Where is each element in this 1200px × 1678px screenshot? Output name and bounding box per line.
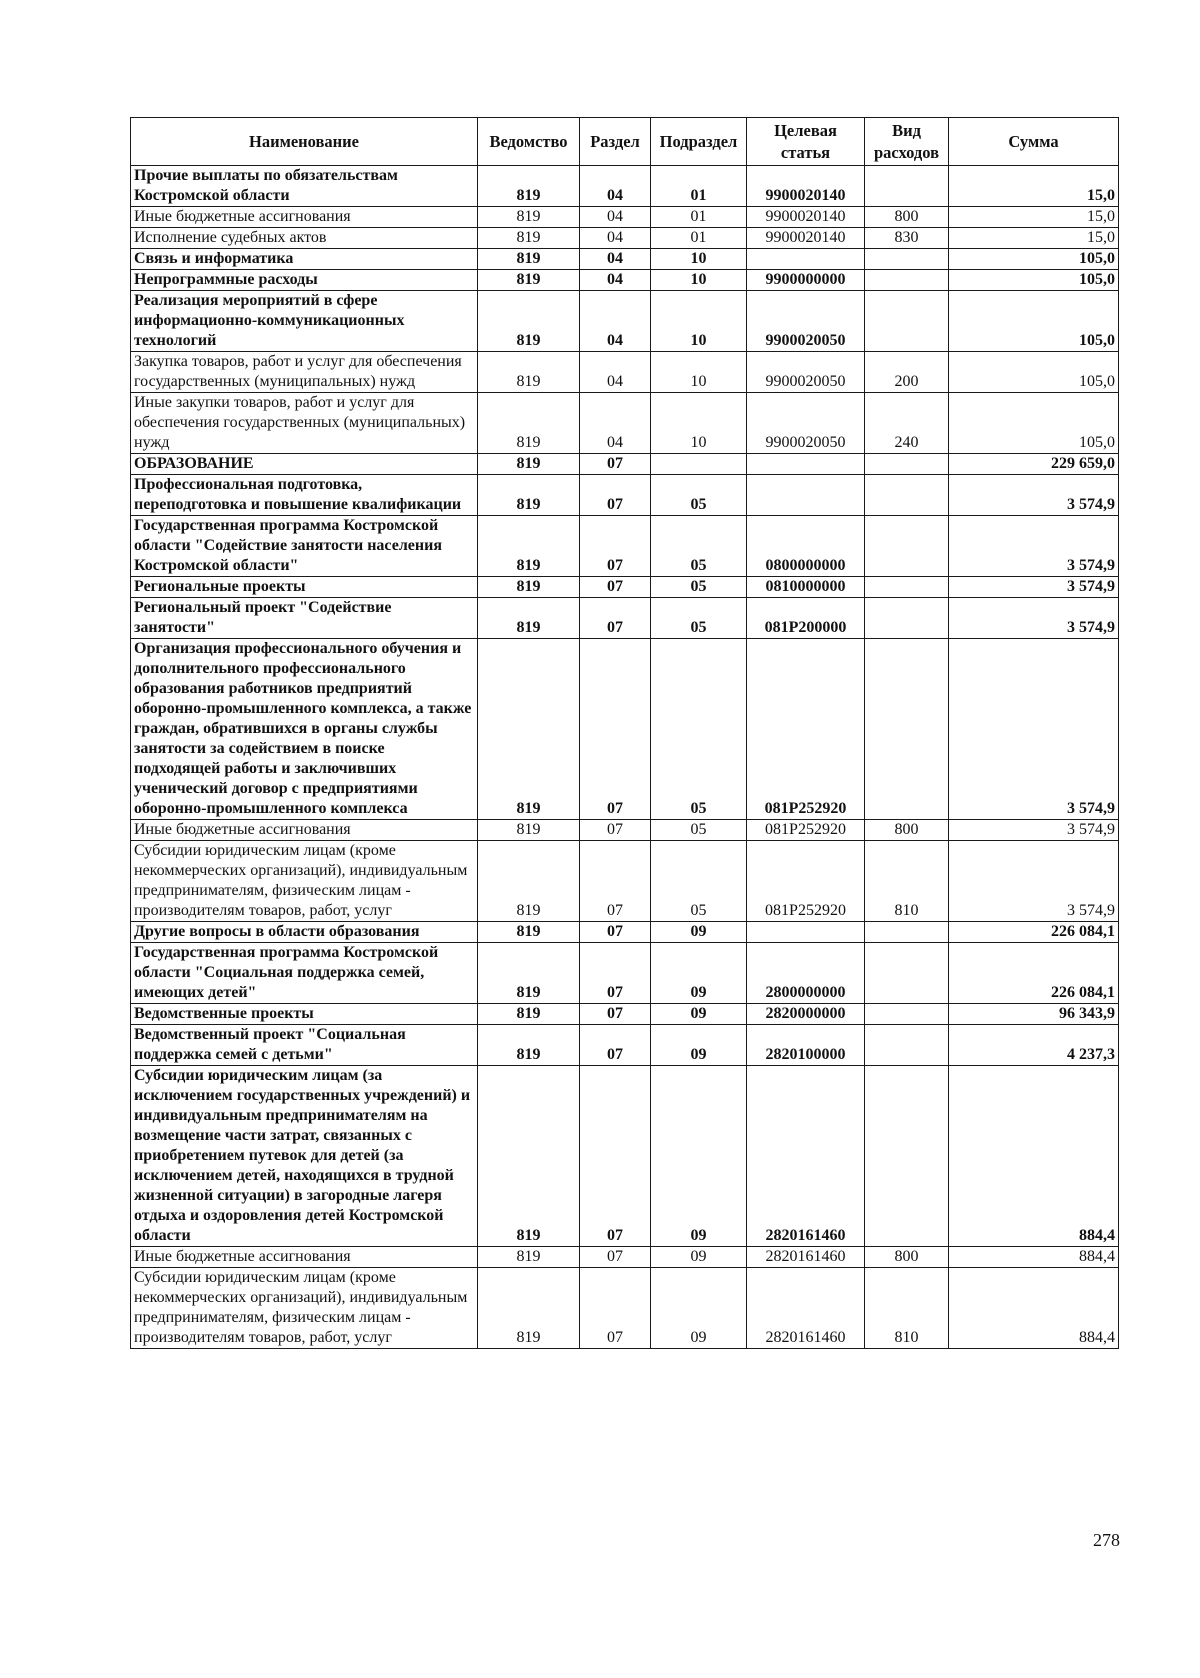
cell-target: 9900020050 [747, 352, 865, 393]
cell-type: 810 [865, 1268, 949, 1349]
cell-target: 2800000000 [747, 943, 865, 1004]
cell-section: 07 [580, 922, 651, 943]
cell-name: Закупка товаров, работ и услуг для обеспечения государственных (муниципальных) нужд [131, 352, 478, 393]
table-row [131, 393, 1119, 454]
cell-target [747, 922, 865, 943]
cell-type [865, 943, 949, 1004]
cell-sum: 105,0 [949, 291, 1119, 352]
cell-type: 830 [865, 228, 949, 249]
cell-dept: 819 [478, 639, 580, 820]
cell-type [865, 516, 949, 577]
cell-name: Связь и информатика [131, 249, 478, 270]
cell-name: Иные бюджетные ассигнования [131, 820, 478, 841]
cell-type [865, 291, 949, 352]
cell-target: 081Р252920 [747, 820, 865, 841]
cell-sum: 226 084,1 [949, 922, 1119, 943]
table-row [131, 820, 1119, 841]
cell-sum: 3 574,9 [949, 639, 1119, 820]
cell-name: Другие вопросы в области образования [131, 922, 478, 943]
cell-name: Иные закупки товаров, работ и услуг для обеспечения государственных (муниципальных) нужд [131, 393, 478, 454]
cell-name: Субсидии юридическим лицам (кроме некоммерческих организаций), индивидуальным предпринимателям, физическим лицам - производителям товаров, работ, услуг [131, 841, 478, 922]
cell-subsection: 10 [651, 352, 747, 393]
cell-dept: 819 [478, 516, 580, 577]
cell-dept: 819 [478, 352, 580, 393]
cell-subsection: 05 [651, 516, 747, 577]
table-row [131, 943, 1119, 1004]
cell-type [865, 577, 949, 598]
cell-name: Иные бюджетные ассигнования [131, 207, 478, 228]
table-row [131, 207, 1119, 228]
cell-subsection: 10 [651, 291, 747, 352]
cell-section: 04 [580, 207, 651, 228]
cell-section: 07 [580, 1268, 651, 1349]
cell-section: 04 [580, 166, 651, 207]
table-row [131, 841, 1119, 922]
header-name: Наименование [131, 118, 478, 166]
header-section: Раздел [580, 118, 651, 166]
cell-sum: 15,0 [949, 207, 1119, 228]
cell-subsection: 10 [651, 249, 747, 270]
cell-target: 081Р200000 [747, 598, 865, 639]
header-dept: Ведомство [478, 118, 580, 166]
cell-type [865, 249, 949, 270]
cell-sum: 3 574,9 [949, 598, 1119, 639]
cell-dept: 819 [478, 270, 580, 291]
cell-name: Иные бюджетные ассигнования [131, 1247, 478, 1268]
cell-subsection: 05 [651, 841, 747, 922]
header-sum: Сумма [949, 118, 1119, 166]
cell-name: Субсидии юридическим лицам (за исключением государственных учреждений) и индивидуальным предпринимателям на возмещение части затрат, связанных с приобретением путевок для детей (за исключением детей, находящихся в трудной жизненной ситуации) в загородные лагеря отдыха и оздоровления детей Костромской области [131, 1066, 478, 1247]
cell-sum: 105,0 [949, 249, 1119, 270]
cell-subsection: 09 [651, 1025, 747, 1066]
cell-section: 04 [580, 249, 651, 270]
cell-dept: 819 [478, 841, 580, 922]
table-body [131, 166, 1119, 1349]
cell-target: 2820161460 [747, 1268, 865, 1349]
cell-section: 04 [580, 291, 651, 352]
cell-section: 07 [580, 1004, 651, 1025]
cell-dept: 819 [478, 598, 580, 639]
cell-sum: 105,0 [949, 393, 1119, 454]
cell-subsection: 01 [651, 166, 747, 207]
table-row [131, 352, 1119, 393]
header-subsection: Подраздел [651, 118, 747, 166]
cell-sum: 15,0 [949, 166, 1119, 207]
table-row [131, 228, 1119, 249]
cell-section: 07 [580, 1247, 651, 1268]
cell-subsection: 10 [651, 393, 747, 454]
cell-type [865, 922, 949, 943]
page-number: 278 [1093, 1530, 1120, 1550]
cell-dept: 819 [478, 207, 580, 228]
cell-name: Реализация мероприятий в сфере информационно-коммуникационных технологий [131, 291, 478, 352]
cell-target: 0800000000 [747, 516, 865, 577]
cell-dept: 819 [478, 228, 580, 249]
cell-subsection: 09 [651, 922, 747, 943]
cell-sum: 3 574,9 [949, 820, 1119, 841]
cell-name: ОБРАЗОВАНИЕ [131, 454, 478, 475]
cell-target: 9900020140 [747, 228, 865, 249]
cell-type [865, 270, 949, 291]
cell-subsection: 05 [651, 598, 747, 639]
cell-dept: 819 [478, 1247, 580, 1268]
cell-type: 800 [865, 207, 949, 228]
cell-type: 200 [865, 352, 949, 393]
cell-dept: 819 [478, 166, 580, 207]
cell-target [747, 454, 865, 475]
cell-sum: 96 343,9 [949, 1004, 1119, 1025]
cell-target: 9900020050 [747, 393, 865, 454]
cell-name: Непрограммные расходы [131, 270, 478, 291]
cell-dept: 819 [478, 393, 580, 454]
table-row [131, 639, 1119, 820]
cell-sum: 884,4 [949, 1268, 1119, 1349]
cell-name: Ведомственный проект "Социальная поддержка семей с детьми" [131, 1025, 478, 1066]
cell-subsection: 10 [651, 270, 747, 291]
cell-dept: 819 [478, 475, 580, 516]
cell-sum: 105,0 [949, 352, 1119, 393]
table-row [131, 1066, 1119, 1247]
cell-section: 07 [580, 577, 651, 598]
cell-subsection: 05 [651, 639, 747, 820]
table-row [131, 270, 1119, 291]
cell-type: 810 [865, 841, 949, 922]
cell-sum: 884,4 [949, 1247, 1119, 1268]
cell-subsection: 05 [651, 577, 747, 598]
table-row [131, 922, 1119, 943]
cell-section: 07 [580, 454, 651, 475]
cell-section: 07 [580, 820, 651, 841]
header-type: Вид расходов [865, 118, 949, 166]
cell-dept: 819 [478, 922, 580, 943]
table-row [131, 475, 1119, 516]
cell-type [865, 1004, 949, 1025]
cell-sum: 4 237,3 [949, 1025, 1119, 1066]
cell-dept: 819 [478, 1004, 580, 1025]
cell-target: 9900020140 [747, 166, 865, 207]
cell-name: Организация профессионального обучения и дополнительного профессионального образования работников предприятий оборонно-промышленного комплекса, а также граждан, обратившихся в органы службы занятости за содействием в поиске подходящей работы и заключивших ученический договор с предприятиями оборонно-промышленного комплекса [131, 639, 478, 820]
cell-target [747, 475, 865, 516]
cell-dept: 819 [478, 820, 580, 841]
cell-sum: 105,0 [949, 270, 1119, 291]
cell-dept: 819 [478, 1268, 580, 1349]
cell-target: 9900000000 [747, 270, 865, 291]
cell-section: 07 [580, 639, 651, 820]
cell-target: 081Р252920 [747, 841, 865, 922]
cell-dept: 819 [478, 249, 580, 270]
cell-dept: 819 [478, 1025, 580, 1066]
cell-subsection: 01 [651, 228, 747, 249]
cell-name: Государственная программа Костромской области "Содействие занятости населения Костромской области" [131, 516, 478, 577]
cell-sum: 3 574,9 [949, 475, 1119, 516]
header-row [131, 118, 1119, 166]
table-row [131, 1247, 1119, 1268]
cell-target: 2820161460 [747, 1066, 865, 1247]
cell-target: 2820161460 [747, 1247, 865, 1268]
table-row [131, 454, 1119, 475]
table-row [131, 516, 1119, 577]
cell-dept: 819 [478, 291, 580, 352]
cell-section: 07 [580, 1025, 651, 1066]
cell-type [865, 166, 949, 207]
cell-sum: 3 574,9 [949, 577, 1119, 598]
table-row [131, 166, 1119, 207]
cell-section: 04 [580, 270, 651, 291]
table-row [131, 249, 1119, 270]
cell-section: 04 [580, 393, 651, 454]
cell-type [865, 475, 949, 516]
cell-subsection: 09 [651, 943, 747, 1004]
cell-name: Региональный проект "Содействие занятости" [131, 598, 478, 639]
cell-type [865, 1025, 949, 1066]
cell-target: 2820100000 [747, 1025, 865, 1066]
header-target: Целевая статья [747, 118, 865, 166]
cell-subsection: 05 [651, 475, 747, 516]
table-row [131, 291, 1119, 352]
cell-section: 07 [580, 516, 651, 577]
cell-name: Региональные проекты [131, 577, 478, 598]
cell-section: 04 [580, 228, 651, 249]
cell-type: 800 [865, 1247, 949, 1268]
cell-name: Профессиональная подготовка, переподготовка и повышение квалификации [131, 475, 478, 516]
cell-name: Прочие выплаты по обязательствам Костромской области [131, 166, 478, 207]
cell-type: 240 [865, 393, 949, 454]
cell-name: Субсидии юридическим лицам (кроме некоммерческих организаций), индивидуальным предпринимателям, физическим лицам - производителям товаров, работ, услуг [131, 1268, 478, 1349]
cell-dept: 819 [478, 454, 580, 475]
cell-dept: 819 [478, 943, 580, 1004]
cell-name: Государственная программа Костромской области "Социальная поддержка семей, имеющих детей" [131, 943, 478, 1004]
cell-section: 04 [580, 352, 651, 393]
cell-sum: 3 574,9 [949, 516, 1119, 577]
cell-type: 800 [865, 820, 949, 841]
table-row [131, 1025, 1119, 1066]
cell-subsection: 09 [651, 1247, 747, 1268]
cell-dept: 819 [478, 577, 580, 598]
cell-section: 07 [580, 841, 651, 922]
cell-subsection: 09 [651, 1066, 747, 1247]
cell-name: Исполнение судебных актов [131, 228, 478, 249]
cell-sum: 884,4 [949, 1066, 1119, 1247]
cell-section: 07 [580, 943, 651, 1004]
cell-target: 0810000000 [747, 577, 865, 598]
cell-subsection: 01 [651, 207, 747, 228]
table-row [131, 598, 1119, 639]
budget-table [130, 117, 1119, 1349]
cell-target: 9900020050 [747, 291, 865, 352]
cell-target [747, 249, 865, 270]
cell-sum: 3 574,9 [949, 841, 1119, 922]
table-row [131, 1004, 1119, 1025]
cell-target: 081Р252920 [747, 639, 865, 820]
cell-dept: 819 [478, 1066, 580, 1247]
cell-subsection: 09 [651, 1268, 747, 1349]
cell-subsection: 09 [651, 1004, 747, 1025]
cell-section: 07 [580, 475, 651, 516]
cell-type [865, 598, 949, 639]
cell-target: 2820000000 [747, 1004, 865, 1025]
cell-sum: 15,0 [949, 228, 1119, 249]
cell-sum: 226 084,1 [949, 943, 1119, 1004]
cell-subsection [651, 454, 747, 475]
cell-section: 07 [580, 1066, 651, 1247]
table-row [131, 1268, 1119, 1349]
cell-type [865, 639, 949, 820]
cell-name: Ведомственные проекты [131, 1004, 478, 1025]
cell-section: 07 [580, 598, 651, 639]
cell-type [865, 1066, 949, 1247]
cell-sum: 229 659,0 [949, 454, 1119, 475]
cell-type [865, 454, 949, 475]
table-row [131, 577, 1119, 598]
cell-target: 9900020140 [747, 207, 865, 228]
cell-subsection: 05 [651, 820, 747, 841]
